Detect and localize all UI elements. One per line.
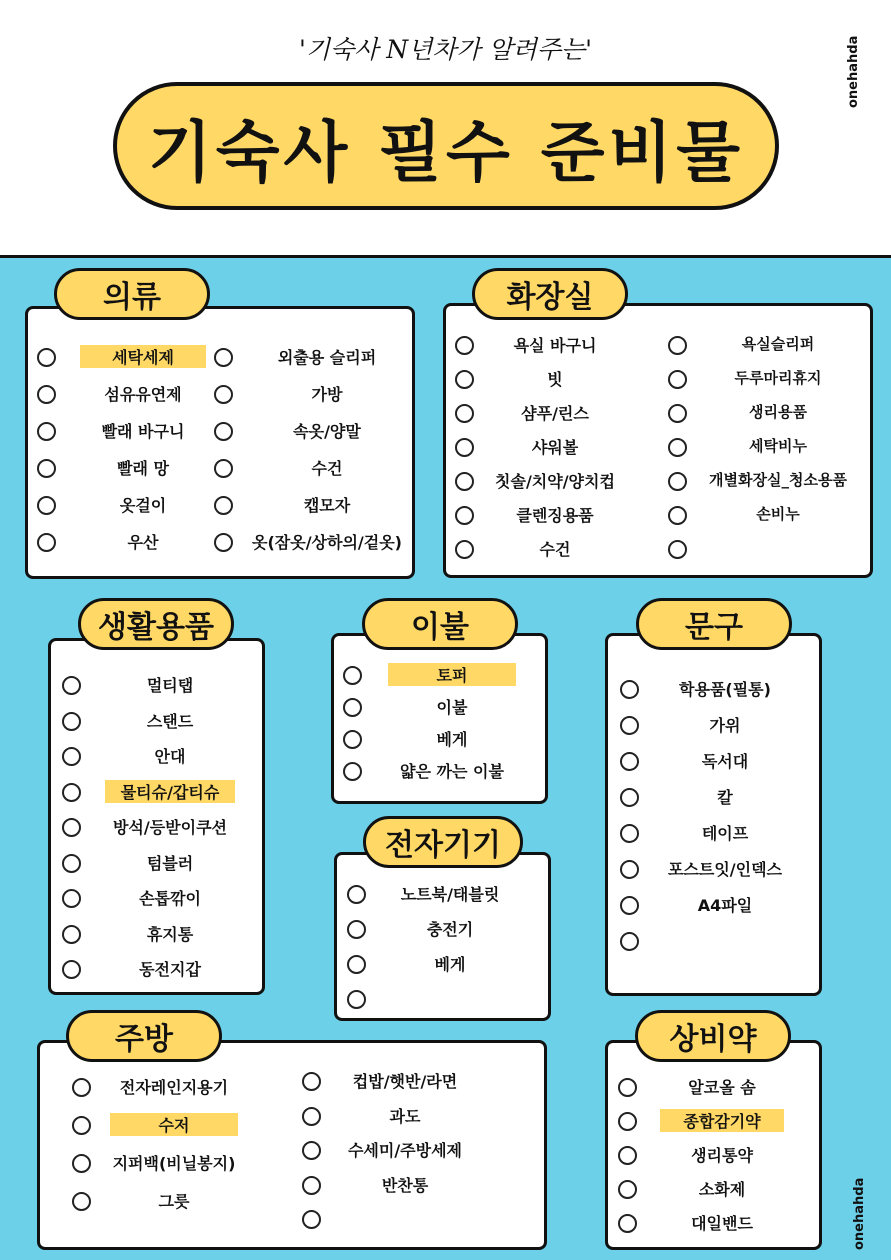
item-label-clothing: 외출용 슬리퍼: [277, 348, 377, 367]
checkbox-bathroom[interactable]: [668, 438, 687, 457]
checkbox-living[interactable]: [62, 925, 81, 944]
checkbox-clothing[interactable]: [37, 496, 56, 515]
item-label-stationery: 독서대: [701, 752, 749, 771]
checkbox-electronics[interactable]: [347, 920, 366, 939]
checkbox-bedding[interactable]: [343, 730, 362, 749]
checkbox-clothing[interactable]: [37, 459, 56, 478]
checkbox-electronics[interactable]: [347, 955, 366, 974]
checkbox-bathroom[interactable]: [455, 540, 474, 559]
item-label-kitchen: 수저: [110, 1113, 238, 1136]
checkbox-kitchen[interactable]: [302, 1107, 321, 1126]
checkbox-medicine[interactable]: [618, 1112, 637, 1131]
checkbox-medicine[interactable]: [618, 1146, 637, 1165]
checkbox-kitchen[interactable]: [302, 1210, 321, 1229]
item-label-medicine: 알코올 솜: [688, 1078, 756, 1097]
tab-medicine: 상비약: [635, 1010, 791, 1062]
tab-clothing: 의류: [54, 268, 210, 320]
checkbox-bathroom[interactable]: [668, 404, 687, 423]
checkbox-kitchen[interactable]: [302, 1072, 321, 1091]
item-label-medicine: 소화제: [698, 1180, 746, 1199]
checkbox-living[interactable]: [62, 747, 81, 766]
item-label-bathroom: 칫솔/치약/양치컵: [495, 472, 615, 491]
checkbox-bathroom[interactable]: [455, 370, 474, 389]
item-label-bathroom: 샤워볼: [531, 438, 579, 457]
item-label-bathroom: 욕실 바구니: [513, 336, 597, 355]
item-label-clothing: 수건: [311, 459, 343, 478]
subtitle: '기숙사 N년차가 알려주는': [298, 35, 592, 64]
checkbox-bathroom[interactable]: [668, 506, 687, 525]
item-label-stationery: 가위: [709, 716, 741, 735]
checkbox-living[interactable]: [62, 960, 81, 979]
item-label-living: 방석/등받이쿠션: [112, 818, 228, 837]
item-label-kitchen: 컵밥/햇반/라면: [352, 1072, 458, 1091]
checkbox-stationery[interactable]: [620, 932, 639, 951]
item-label-clothing: 섬유유연제: [104, 385, 182, 404]
item-label-clothing: 세탁세제: [80, 345, 206, 368]
item-label-clothing: 가방: [311, 385, 343, 404]
item-label-medicine: 대일밴드: [691, 1214, 753, 1233]
item-label-bathroom: 샴푸/린스: [521, 404, 589, 423]
checkbox-bathroom[interactable]: [455, 472, 474, 491]
checkbox-bathroom[interactable]: [455, 404, 474, 423]
tab-stationery: 문구: [636, 598, 792, 650]
checkbox-living[interactable]: [62, 854, 81, 873]
checkbox-clothing[interactable]: [214, 533, 233, 552]
checkbox-stationery[interactable]: [620, 824, 639, 843]
item-label-living: 안대: [154, 747, 186, 766]
item-label-living: 휴지통: [146, 924, 194, 944]
item-label-kitchen: 지퍼백(비닐봉지): [112, 1154, 236, 1173]
item-label-bathroom: 손비누: [756, 505, 800, 523]
item-label-bathroom: 클렌징용품: [516, 506, 594, 525]
checkbox-clothing[interactable]: [214, 496, 233, 515]
item-label-stationery: 포스트잇/인덱스: [667, 860, 783, 879]
item-label-medicine: 생리통약: [691, 1146, 753, 1165]
item-label-bathroom: 개별화장실_청소용품: [709, 471, 847, 489]
checkbox-kitchen[interactable]: [302, 1176, 321, 1195]
checkbox-bathroom[interactable]: [668, 370, 687, 389]
checkbox-stationery[interactable]: [620, 896, 639, 915]
header-area: [0, 0, 891, 255]
checkbox-bedding[interactable]: [343, 666, 362, 685]
item-label-bedding: 베게: [436, 730, 468, 749]
item-label-bedding: 얇은 까는 이불: [400, 762, 504, 781]
checkbox-electronics[interactable]: [347, 885, 366, 904]
item-label-electronics: 노트북/태블릿: [400, 885, 500, 904]
checkbox-medicine[interactable]: [618, 1078, 637, 1097]
checkbox-kitchen[interactable]: [72, 1154, 91, 1173]
item-label-electronics: 베게: [434, 955, 466, 974]
item-label-living: 스탠드: [146, 711, 194, 731]
item-label-bathroom: 욕실슬리퍼: [741, 335, 815, 353]
checkbox-living[interactable]: [62, 783, 81, 802]
checkbox-stationery[interactable]: [620, 716, 639, 735]
item-label-living: 동전지갑: [139, 960, 201, 979]
checkbox-bathroom[interactable]: [668, 336, 687, 355]
item-label-clothing: 빨래 망: [117, 459, 169, 478]
checkbox-clothing[interactable]: [37, 533, 56, 552]
checkbox-bathroom[interactable]: [455, 506, 474, 525]
item-label-clothing: 우산: [127, 533, 159, 552]
item-label-clothing: 옷(잠옷/상하의/겉옷): [252, 533, 402, 552]
tab-kitchen: 주방: [66, 1010, 222, 1062]
item-label-kitchen: 전자레인지용기: [119, 1078, 229, 1097]
item-label-kitchen: 반찬통: [381, 1175, 429, 1195]
item-label-clothing: 빨래 바구니: [101, 422, 185, 441]
tab-living: 생활용품: [78, 598, 234, 650]
checkbox-bathroom[interactable]: [455, 336, 474, 355]
item-label-living: 텀블러: [146, 853, 194, 873]
checkbox-bathroom[interactable]: [455, 438, 474, 457]
checkbox-clothing[interactable]: [37, 348, 56, 367]
item-label-kitchen: 그릇: [158, 1192, 190, 1211]
page-title: 기숙사 필수 준비물: [147, 113, 744, 191]
item-label-stationery: 칼: [717, 788, 733, 807]
checkbox-kitchen[interactable]: [72, 1192, 91, 1211]
brand-watermark-bottom: onehahda: [852, 1177, 867, 1250]
checkbox-stationery[interactable]: [620, 680, 639, 699]
item-label-stationery: A4파일: [697, 896, 753, 915]
item-label-bathroom: 수건: [539, 540, 571, 559]
checkbox-clothing[interactable]: [37, 385, 56, 404]
item-label-stationery: 테이프: [701, 824, 749, 843]
item-label-bedding: 토퍼: [388, 663, 516, 686]
checkbox-kitchen[interactable]: [302, 1141, 321, 1160]
checkbox-clothing[interactable]: [214, 459, 233, 478]
title-banner: [113, 82, 779, 210]
item-label-bathroom: 생리용품: [749, 403, 807, 421]
checkbox-living[interactable]: [62, 712, 81, 731]
item-label-kitchen: 수세미/주방세제: [347, 1141, 463, 1160]
checkbox-stationery[interactable]: [620, 752, 639, 771]
item-label-living: 손톱깎이: [139, 889, 201, 908]
checkbox-clothing[interactable]: [214, 422, 233, 441]
brand-watermark-top: onehahda: [846, 35, 861, 108]
checkbox-stationery[interactable]: [620, 788, 639, 807]
item-label-clothing: 캡모자: [303, 496, 351, 515]
item-label-medicine: 종합감기약: [660, 1109, 784, 1132]
item-label-kitchen: 과도: [389, 1106, 421, 1126]
checkbox-living[interactable]: [62, 889, 81, 908]
item-label-clothing: 옷걸이: [119, 496, 167, 515]
tab-bedding: 이불: [362, 598, 518, 650]
item-label-living: 멀티탭: [146, 676, 194, 695]
item-label-bathroom: 세탁비누: [749, 437, 807, 455]
checkbox-living[interactable]: [62, 818, 81, 837]
item-label-bathroom: 두루마리휴지: [734, 369, 822, 387]
checkbox-kitchen[interactable]: [72, 1116, 91, 1135]
checkbox-stationery[interactable]: [620, 860, 639, 879]
tab-electronics: 전자기기: [363, 816, 523, 868]
checkbox-electronics[interactable]: [347, 990, 366, 1009]
checkbox-bedding[interactable]: [343, 762, 362, 781]
checkbox-bathroom[interactable]: [668, 472, 687, 491]
checkbox-medicine[interactable]: [618, 1180, 637, 1199]
tab-bathroom: 화장실: [472, 268, 628, 320]
checkbox-clothing[interactable]: [37, 422, 56, 441]
checkbox-kitchen[interactable]: [72, 1078, 91, 1097]
checkbox-clothing[interactable]: [214, 385, 233, 404]
item-label-living: 물티슈/갑티슈: [105, 780, 235, 803]
checkbox-clothing[interactable]: [214, 348, 233, 367]
item-label-bedding: 이불: [436, 698, 468, 717]
checkbox-medicine[interactable]: [618, 1214, 637, 1233]
item-label-clothing: 속옷/양말: [293, 422, 361, 441]
checkbox-living[interactable]: [62, 676, 81, 695]
checkbox-bedding[interactable]: [343, 698, 362, 717]
item-label-electronics: 충전기: [426, 920, 474, 939]
item-label-stationery: 학용품(필통): [679, 680, 771, 699]
item-label-bathroom: 빗: [547, 370, 563, 389]
checkbox-bathroom[interactable]: [668, 540, 687, 559]
